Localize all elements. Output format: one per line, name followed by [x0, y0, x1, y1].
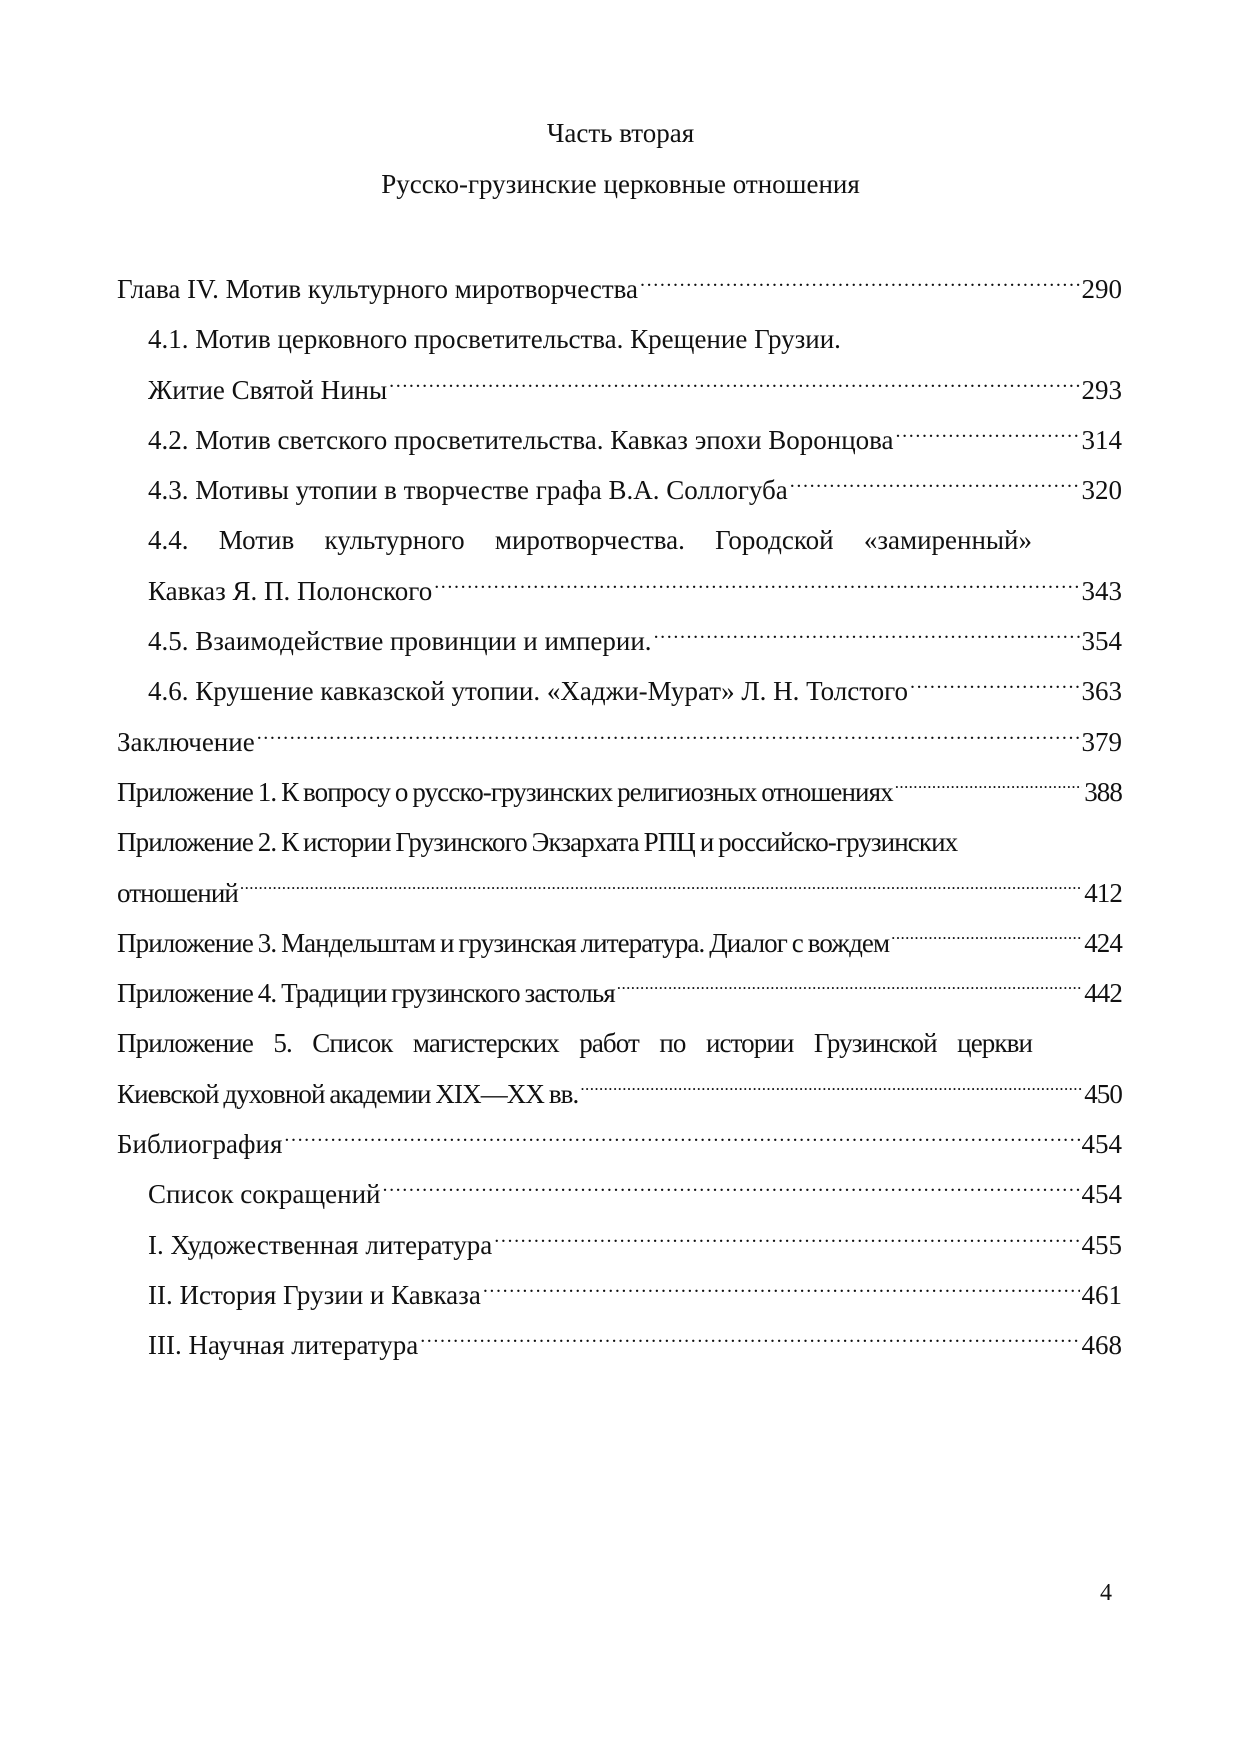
toc-entry-page: 354: [1081, 626, 1122, 657]
dot-leader: [494, 1231, 1079, 1258]
toc-entry-appendix-2: [117, 868, 1122, 918]
toc-entry-page: 290: [1081, 274, 1122, 304]
dot-leader: [654, 627, 1080, 654]
table-of-contents: [117, 264, 1122, 1371]
dot-leader: [420, 1332, 1079, 1359]
toc-entry-title: Глава IV. Мотив культурного миротворчества: [117, 274, 639, 304]
toc-entry-bibliography: [117, 1119, 1122, 1169]
dot-leader: [240, 879, 1082, 906]
dot-leader: [284, 1130, 1079, 1157]
toc-entry-title: 4.6. Крушение кавказской утопии. «Хаджи-Мурат» Л. Н. Толстого: [148, 676, 909, 707]
toc-entry-appendix-5: [117, 1069, 1122, 1119]
toc-entry-appendix-5-line1: Приложение 5. Список магистерских работ по истории Грузинской церкви: [117, 1028, 1032, 1059]
toc-entry-section-4-3: [117, 465, 1122, 515]
dot-leader: [910, 678, 1079, 705]
part-subtitle: Русско-грузинские церковные отношения: [381, 169, 860, 199]
toc-entry-title: 4.2. Мотив светского просветительства. Кавказ эпохи Воронцова: [148, 424, 894, 455]
dot-leader: [896, 426, 1080, 453]
toc-entry-fiction: [117, 1220, 1122, 1270]
toc-entry-appendix-4: [117, 968, 1122, 1018]
dot-leader: [640, 275, 1079, 302]
dot-leader: [257, 728, 1080, 755]
toc-entry-section-4-2: [117, 415, 1122, 465]
dot-leader: [434, 577, 1079, 604]
toc-entry-title: 4.3. Мотивы утопии в творчестве графа В.А. Соллогуба: [148, 475, 788, 506]
toc-entry-title: Приложение 1. К вопросу о русско-грузинских религиозных отношениях: [117, 776, 893, 807]
toc-entry-page: 424: [1084, 927, 1122, 958]
toc-entry-scholarly: [117, 1320, 1122, 1370]
toc-entry-page: 320: [1081, 475, 1122, 506]
toc-entry-page: 314: [1081, 424, 1122, 455]
toc-entry-title: отношений: [117, 877, 238, 908]
dot-leader: [389, 376, 1079, 403]
toc-entry-page: 363: [1081, 676, 1122, 707]
toc-entry-page: 442: [1084, 978, 1122, 1009]
dot-leader: [580, 1080, 1082, 1107]
dot-leader: [617, 979, 1082, 1006]
dot-leader: [790, 476, 1080, 503]
toc-entry-title: Приложение 2. К истории Грузинского Экзархата РПЦ и российско-грузинских: [117, 827, 958, 858]
toc-entry-page: 412: [1084, 877, 1122, 908]
toc-entry-appendix-2-line1: [117, 817, 1122, 867]
toc-entry-title: Житие Святой Нины: [148, 374, 388, 405]
toc-entry-title: I. Художественная литература: [148, 1229, 493, 1260]
toc-entry-section-4-1-line1: [117, 314, 1122, 364]
toc-entry-title: III. Научная литература: [148, 1330, 419, 1361]
toc-entry-abbreviations: [117, 1169, 1122, 1219]
toc-entry-title: Приложение 4. Традиции грузинского застолья: [117, 978, 615, 1009]
dot-leader: [483, 1281, 1080, 1308]
toc-entry-page: 461: [1081, 1279, 1122, 1310]
toc-entry-history: [117, 1270, 1122, 1320]
dot-leader: [382, 1181, 1079, 1208]
toc-entry-section-4-1: [117, 365, 1122, 415]
toc-entry-page: 343: [1081, 575, 1122, 606]
toc-entry-page: 454: [1081, 1179, 1122, 1210]
toc-entry-section-4-5: [117, 616, 1122, 666]
toc-entry-page: 468: [1081, 1330, 1122, 1361]
part-title: Часть вторая: [546, 118, 695, 148]
toc-entry-appendix-3: [117, 918, 1122, 968]
toc-entry-title: II. История Грузии и Кавказа: [148, 1279, 481, 1310]
toc-entry-title: Киевской духовной академии XIX—XX вв.: [117, 1078, 579, 1109]
page-number: 4: [1100, 1580, 1112, 1606]
dot-leader: [891, 929, 1082, 956]
toc-entry-title: Список сокращений: [148, 1179, 381, 1210]
dot-leader: [895, 778, 1082, 805]
toc-entry-section-4-4-line1: 4.4. Мотив культурного миротворчества. Городской «замиренный»: [148, 525, 1032, 556]
toc-entry-title: Кавказ Я. П. Полонского: [148, 575, 433, 606]
toc-entry-page: 388: [1084, 776, 1122, 807]
toc-entry-page: 293: [1081, 374, 1122, 405]
toc-entry-title: Приложение 3. Мандельштам и грузинская литература. Диалог с вождем: [117, 927, 890, 958]
toc-entry-conclusion: [117, 717, 1122, 767]
toc-entry-section-4-4: [117, 566, 1122, 616]
toc-entry-title: Заключение: [117, 726, 255, 757]
toc-entry-chapter-4: [117, 264, 1122, 314]
toc-entry-title: 4.5. Взаимодействие провинции и империи.: [148, 626, 652, 657]
toc-entry-page: 454: [1081, 1129, 1122, 1160]
toc-entry-page: 455: [1081, 1229, 1122, 1260]
toc-entry-title: Библиография: [117, 1129, 283, 1160]
toc-entry-page: 450: [1084, 1078, 1122, 1109]
toc-entry-section-4-6: [117, 666, 1122, 716]
toc-entry-appendix-1: [117, 767, 1122, 817]
toc-entry-page: 379: [1081, 726, 1122, 757]
toc-entry-title: 4.1. Мотив церковного просветительства. Крещение Грузии.: [148, 324, 841, 355]
